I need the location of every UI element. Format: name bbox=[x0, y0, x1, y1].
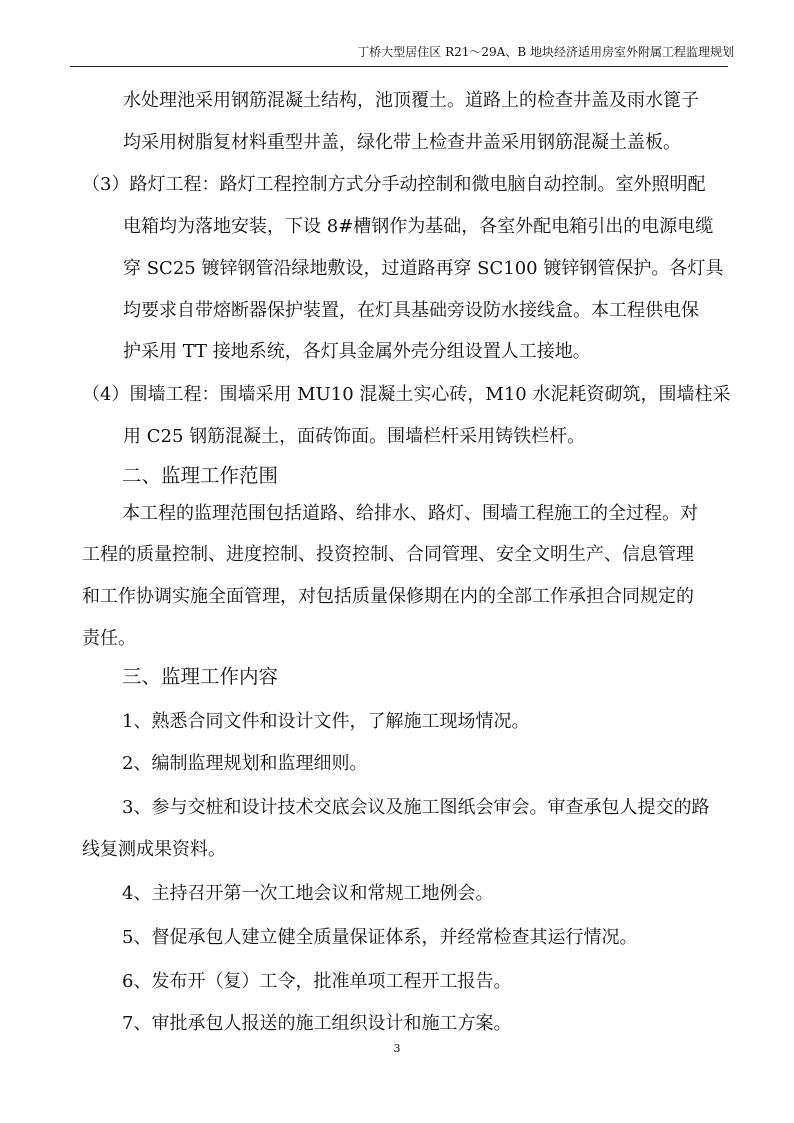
list-item: 1、熟悉合同文件和设计文件，了解施工现场情况。 bbox=[122, 711, 530, 732]
section-heading: 二、监理工作范围 bbox=[122, 464, 279, 487]
paragraph-line: 和工作协调实施全面管理，对包括质量保修期在内的全部工作承担合同规定的 bbox=[82, 586, 694, 607]
list-item-continuation: 线复测成果资料。 bbox=[82, 839, 226, 860]
list-item: 3、参与交桩和设计技术交底会议及施工图纸会审会。审查承包人提交的路 bbox=[122, 797, 710, 818]
paragraph-line: 电箱均为落地安装，下设 8#槽钢作为基础，各室外配电箱引出的电源电缆 bbox=[123, 216, 714, 237]
list-item: 5、督促承包人建立健全质量保证体系，并经常检查其运行情况。 bbox=[122, 927, 638, 948]
paragraph-line: 工程的质量控制、进度控制、投资控制、合同管理、安全文明生产、信息管理 bbox=[82, 544, 694, 565]
list-item: 2、编制监理规划和监理细则。 bbox=[122, 753, 368, 774]
running-header: 丁桥大型居住区 R21～29A、B 地块经济适用房室外附属工程监理规划 bbox=[357, 45, 734, 59]
paragraph-line: （3）路灯工程：路灯工程控制方式分手动控制和微电脑自动控制。室外照明配 bbox=[82, 174, 706, 195]
paragraph-line: 水处理池采用钢筋混凝土结构，池顶覆土。道路上的检查井盖及雨水篦子 bbox=[123, 90, 699, 111]
paragraph-line: 责任。 bbox=[82, 628, 136, 649]
header-rule bbox=[70, 66, 728, 67]
paragraph-line: 用 C25 钢筋混凝土，面砖饰面。围墙栏杆采用铸铁栏杆。 bbox=[123, 426, 586, 447]
page-number: 3 bbox=[393, 1042, 401, 1055]
paragraph-line: 均采用树脂复材料重型井盖，绿化带上检查井盖采用钢筋混凝土盖板。 bbox=[123, 132, 681, 153]
list-item: 7、审批承包人报送的施工组织设计和施工方案。 bbox=[122, 1013, 512, 1034]
paragraph-line: （4）围墙工程：围墙采用 MU10 混凝土实心砖，M10 水泥耗资砌筑，围墙柱采 bbox=[82, 384, 731, 405]
paragraph-line: 均要求自带熔断器保护装置，在灯具基础旁设防水接线盒。本工程供电保 bbox=[123, 300, 699, 321]
paragraph-line: 本工程的监理范围包括道路、给排水、路灯、围墙工程施工的全过程。对 bbox=[122, 503, 698, 524]
list-item: 4、主持召开第一次工地会议和常规工地例会。 bbox=[122, 883, 494, 904]
paragraph-line: 护采用 TT 接地系统，各灯具金属外壳分组设置人工接地。 bbox=[123, 341, 591, 362]
section-heading: 三、监理工作内容 bbox=[122, 665, 279, 688]
list-item: 6、发布开（复）工令，批准单项工程开工报告。 bbox=[122, 971, 512, 992]
paragraph-line: 穿 SC25 镀锌钢管沿绿地敷设，过道路再穿 SC100 镀锌钢管保护。各灯具 bbox=[123, 258, 724, 279]
